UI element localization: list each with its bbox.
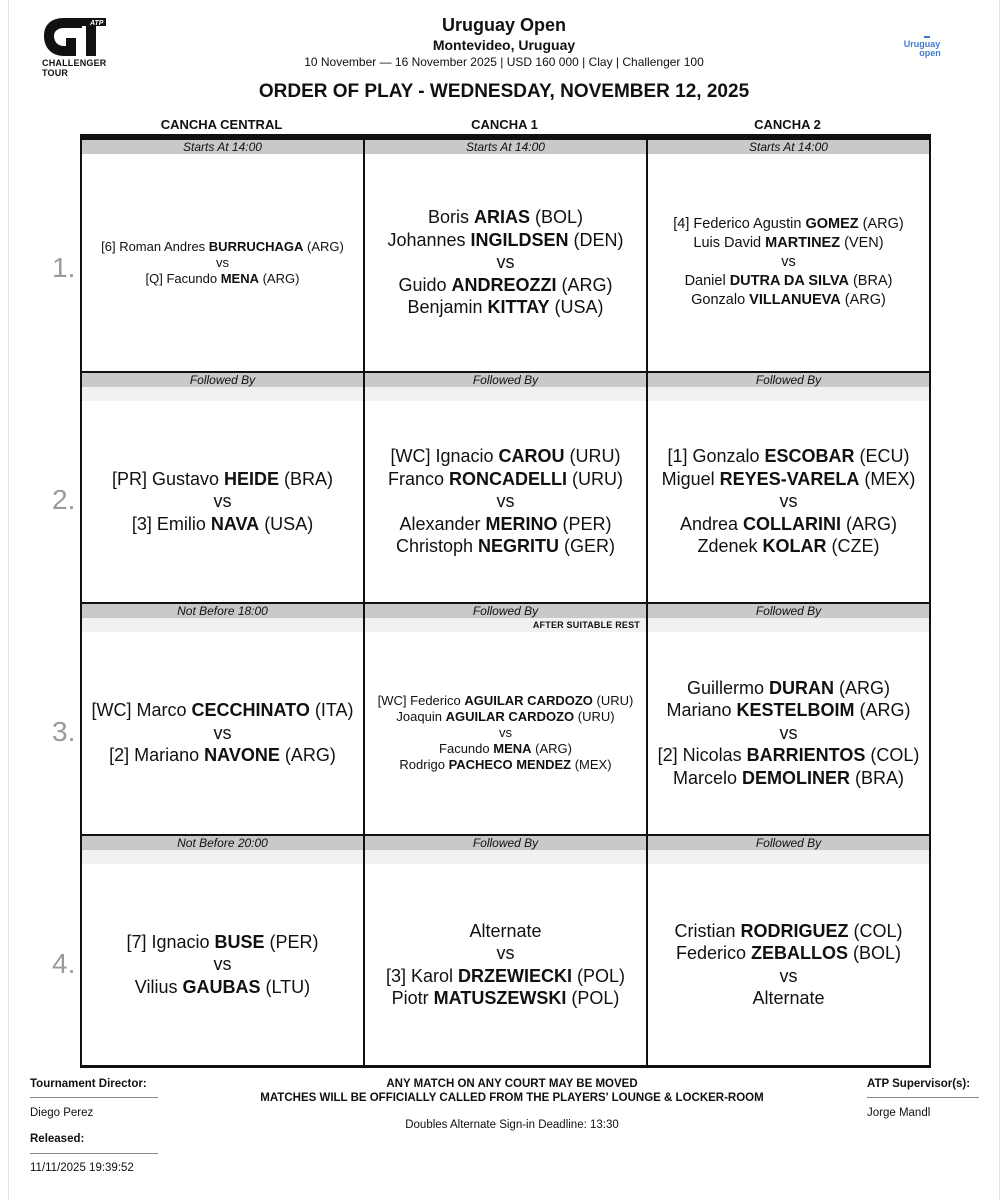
player-country: (COL) — [848, 920, 903, 941]
versus-text — [214, 722, 232, 745]
player-surname: GAUBAS — [182, 976, 261, 997]
player-country: (ARG) — [279, 745, 336, 766]
atp-mark-text: ATP — [90, 20, 104, 27]
player-first-name: Andrea — [679, 513, 744, 534]
match-cell — [365, 401, 646, 602]
player-surname: MARTINEZ — [765, 235, 841, 251]
player-surname: NEGRITU — [478, 536, 560, 557]
start-time-label: Followed By — [648, 834, 929, 850]
player-surname: DURAN — [769, 677, 835, 698]
match-cell — [82, 154, 363, 371]
player-line — [685, 272, 893, 291]
player-first-name: Alternate — [752, 988, 825, 1008]
player-country: (PER) — [557, 513, 612, 534]
court-column-central — [80, 134, 363, 1068]
versus-label: vs — [213, 954, 232, 975]
player-line — [399, 513, 611, 536]
row-number: 3. — [52, 716, 76, 747]
player-line — [109, 744, 336, 767]
player-first-name: Facundo — [439, 741, 494, 756]
supervisor-name: Jorge Mandl — [867, 1107, 931, 1119]
player-first-name: Mariano — [666, 700, 737, 721]
supervisor-rule — [867, 1097, 979, 1098]
spacer-strip — [82, 850, 363, 864]
versus-text — [780, 490, 798, 513]
versus-label: vs — [499, 725, 512, 740]
player-line — [439, 741, 572, 757]
player-country: (PER) — [264, 931, 319, 952]
player-first-name: [4] Federico Agustin — [673, 216, 806, 232]
versus-text — [497, 942, 515, 965]
player-surname: CAROU — [498, 446, 565, 467]
player-surname: RODRIGUEZ — [740, 920, 849, 941]
player-line — [752, 987, 824, 1010]
player-country: (ARG) — [858, 216, 904, 232]
player-surname: MATUSZEWSKI — [433, 988, 567, 1008]
released-rule — [30, 1153, 158, 1154]
player-line — [673, 215, 903, 234]
court-heading-central: CANCHA CENTRAL — [160, 117, 283, 132]
player-first-name: [2] Nicolas — [657, 745, 747, 766]
player-country: (ECU) — [854, 446, 910, 467]
player-country: (ARG) — [834, 677, 891, 698]
player-line — [687, 677, 890, 700]
start-time-label: Starts At 14:00 — [648, 138, 929, 154]
player-country: (POL) — [566, 988, 620, 1008]
versus-label: vs — [216, 254, 229, 270]
player-country: (BRA) — [279, 468, 334, 489]
after-suitable-rest-note: AFTER SUITABLE REST — [532, 620, 640, 630]
versus-text — [499, 725, 512, 741]
player-surname: ESCOBAR — [764, 446, 855, 467]
player-surname: BURRUCHAGA — [208, 238, 304, 254]
player-country: (URU) — [592, 693, 634, 708]
player-country: (MEX) — [571, 757, 612, 772]
player-first-name: [WC] Marco — [91, 700, 192, 721]
player-surname: CECCHINATO — [191, 700, 310, 721]
start-time-label: Followed By — [365, 371, 646, 387]
player-first-name: [3] Karol — [385, 965, 459, 986]
player-line — [390, 445, 620, 468]
start-time-label: Followed By — [648, 371, 929, 387]
player-line — [146, 271, 300, 287]
row-number: 4. — [52, 948, 76, 979]
player-country: (URU) — [574, 709, 615, 724]
player-country: (URU) — [564, 446, 621, 467]
match-cell — [365, 864, 646, 1065]
player-surname: ARIAS — [473, 207, 530, 228]
player-first-name: [7] Ignacio — [126, 931, 215, 952]
start-time-label: Followed By — [365, 834, 646, 850]
player-surname: REYES-VARELA — [719, 468, 860, 489]
released-label: Released: — [30, 1133, 85, 1145]
start-time-label: Followed By — [648, 602, 929, 618]
row-number: 2. — [52, 484, 76, 515]
player-surname: DRZEWIECKI — [458, 965, 573, 986]
player-country: (ITA) — [309, 700, 354, 721]
versus-text — [214, 490, 232, 513]
spacer-strip — [648, 850, 929, 864]
versus-label: vs — [496, 943, 515, 963]
player-first-name: Daniel — [684, 273, 730, 289]
versus-text — [780, 722, 798, 745]
court-heading-1: CANCHA 1 — [471, 117, 538, 132]
player-line — [398, 274, 612, 297]
schedule-grid — [80, 134, 930, 1068]
player-first-name: [WC] Ignacio — [390, 446, 499, 467]
player-line — [392, 987, 620, 1010]
player-surname: PACHECO MENDEZ — [448, 757, 572, 772]
player-first-name: Rodrigo — [399, 757, 449, 772]
player-first-name: [PR] Gustavo — [111, 468, 225, 489]
player-country: (VEN) — [840, 235, 884, 251]
player-first-name: Gonzalo — [691, 292, 750, 308]
player-first-name: [WC] Federico — [377, 693, 465, 708]
player-surname: HEIDE — [224, 468, 280, 489]
uruguay-open-logo-line1: Uruguay — [903, 39, 941, 49]
player-first-name: Boris — [427, 207, 474, 228]
player-line — [680, 513, 897, 536]
player-country: (USA) — [549, 297, 604, 318]
player-country: (BOL) — [848, 943, 902, 963]
court-column-court1 — [363, 134, 646, 1068]
start-time-label: Starts At 14:00 — [365, 138, 646, 154]
player-surname: KITTAY — [487, 297, 550, 318]
supervisor-label: ATP Supervisor(s): — [867, 1078, 971, 1090]
player-surname: GOMEZ — [805, 216, 859, 232]
start-time-label: Not Before 20:00 — [82, 834, 363, 850]
player-line — [674, 920, 902, 943]
player-surname: BARRIENTOS — [746, 745, 866, 766]
player-line — [673, 767, 904, 790]
player-first-name: Benjamin — [407, 297, 488, 318]
player-surname: ZEBALLOS — [751, 943, 849, 963]
versus-text — [497, 251, 515, 274]
player-line — [407, 296, 603, 319]
player-country: (MEX) — [859, 468, 916, 489]
player-country: (GER) — [559, 536, 616, 557]
player-surname: VILLANUEVA — [749, 292, 841, 308]
player-surname: KESTELBOIM — [736, 700, 855, 721]
player-surname: AGUILAR CARDOZO — [445, 709, 575, 724]
player-line — [91, 699, 353, 722]
player-country: (LTU) — [260, 976, 311, 997]
player-line — [399, 757, 611, 773]
spacer-strip — [365, 850, 646, 864]
match-cell — [648, 401, 929, 602]
player-surname: BUSE — [214, 931, 265, 952]
player-line — [396, 535, 615, 558]
director-label: Tournament Director: — [30, 1078, 147, 1090]
player-line — [666, 699, 910, 722]
versus-text — [780, 965, 798, 988]
match-cell — [365, 632, 646, 834]
notice-line-1: ANY MATCH ON ANY COURT MAY BE MOVED — [386, 1078, 638, 1090]
versus-label: vs — [496, 252, 515, 273]
player-country: (ARG) — [258, 270, 300, 286]
player-line — [126, 931, 318, 954]
versus-label: vs — [779, 965, 798, 986]
player-surname: ANDREOZZI — [451, 274, 557, 295]
player-first-name: Guillermo — [686, 677, 770, 698]
start-time-label: Followed By — [82, 371, 363, 387]
player-first-name: Piotr — [391, 988, 434, 1008]
player-surname: MERINO — [485, 513, 558, 534]
player-country: (ARG) — [840, 292, 886, 308]
versus-label: vs — [213, 722, 232, 743]
player-country: (POL) — [572, 965, 626, 986]
start-time-label: Followed By — [365, 602, 646, 618]
player-first-name: Christoph — [395, 536, 479, 557]
player-first-name: Guido — [398, 274, 452, 295]
player-line — [135, 976, 310, 999]
spacer-strip — [82, 387, 363, 401]
versus-text — [216, 255, 229, 271]
player-country: (ARG) — [531, 741, 572, 756]
player-line — [378, 693, 634, 709]
notice-line-2: MATCHES WILL BE OFFICIALLY CALLED FROM THE PLAYERS' LOUNGE & LOCKER-ROOM — [260, 1092, 764, 1104]
player-first-name: [6] Roman Andres — [101, 238, 209, 254]
spacer-strip — [82, 618, 363, 632]
row-number: 1. — [52, 252, 76, 283]
player-first-name: [1] Gonzalo — [667, 446, 765, 467]
player-surname: MENA — [220, 270, 259, 286]
player-country: (ARG) — [556, 274, 613, 295]
versus-label: vs — [781, 254, 796, 270]
player-first-name: Joaquin — [396, 709, 446, 724]
alternate-deadline: Doubles Alternate Sign-in Deadline: 13:30 — [405, 1119, 619, 1131]
player-surname: RONCADELLI — [449, 468, 568, 489]
player-country: (ARG) — [841, 513, 898, 534]
tournament-location: Montevideo, Uruguay — [432, 37, 576, 53]
player-line — [386, 965, 625, 988]
player-line — [388, 468, 623, 491]
match-cell — [82, 401, 363, 602]
player-country: (ARG) — [854, 700, 911, 721]
versus-text — [214, 953, 232, 976]
player-country: (BRA) — [850, 767, 905, 788]
spacer-strip — [648, 618, 929, 632]
start-time-label: Starts At 14:00 — [82, 138, 363, 154]
court-heading-2: CANCHA 2 — [754, 117, 821, 132]
versus-label: vs — [213, 491, 232, 512]
released-value: 11/11/2025 19:39:52 — [30, 1162, 134, 1174]
player-line — [469, 920, 541, 943]
versus-label: vs — [779, 491, 798, 512]
player-country: (BRA) — [848, 273, 893, 289]
player-first-name: [3] Emilio — [131, 513, 211, 534]
player-first-name: Miguel — [661, 468, 720, 489]
player-first-name: Alternate — [469, 920, 542, 941]
court-column-court2 — [646, 134, 931, 1068]
player-surname: AGUILAR CARDOZO — [464, 693, 593, 708]
player-surname: MENA — [493, 741, 532, 756]
match-cell — [82, 632, 363, 834]
player-first-name: [Q] Facundo — [145, 270, 221, 286]
player-first-name: Franco — [387, 468, 450, 489]
player-first-name: [2] Mariano — [109, 745, 205, 766]
match-cell — [365, 154, 646, 371]
director-name: Diego Perez — [30, 1107, 94, 1119]
player-first-name: Federico — [675, 943, 752, 963]
match-cell — [648, 154, 929, 371]
player-country: (BOL) — [530, 207, 584, 228]
player-line — [428, 206, 583, 229]
player-first-name: Cristian — [674, 920, 741, 941]
versus-text — [497, 490, 515, 513]
player-first-name: Johannes — [387, 229, 471, 250]
player-surname: NAVONE — [204, 745, 280, 766]
versus-text — [781, 253, 796, 272]
player-line — [693, 234, 883, 253]
player-country: (URU) — [567, 468, 624, 489]
player-line — [676, 942, 901, 965]
tournament-info: 10 November — 16 November 2025 | USD 160 000 | Clay | Challenger 100 — [304, 55, 704, 69]
player-line — [697, 535, 879, 558]
grid-bottom-border — [80, 1065, 930, 1068]
player-line — [387, 229, 623, 252]
spacer-strip — [365, 387, 646, 401]
match-cell — [648, 632, 929, 834]
order-of-play-title: ORDER OF PLAY - WEDNESDAY, NOVEMBER 12, 2025 — [258, 81, 750, 102]
player-line — [658, 744, 920, 767]
player-line — [112, 468, 333, 491]
player-line — [396, 709, 614, 725]
match-cell — [648, 864, 929, 1065]
player-country: (CZE) — [826, 536, 880, 557]
start-time-label: Not Before 18:00 — [82, 602, 363, 618]
player-line — [101, 239, 344, 255]
player-country: (COL) — [865, 745, 920, 766]
player-surname: INGILDSEN — [470, 229, 569, 250]
player-country: (USA) — [259, 513, 314, 534]
player-surname: NAVA — [210, 513, 260, 534]
versus-label: vs — [779, 722, 798, 743]
spacer-strip — [648, 387, 929, 401]
player-surname: COLLARINI — [743, 513, 842, 534]
logo-text-line1: CHALLENGER — [42, 58, 107, 68]
player-surname: KOLAR — [762, 536, 827, 557]
uruguay-open-logo-line2: open — [919, 48, 941, 58]
player-surname: DUTRA DA SILVA — [729, 273, 849, 289]
player-first-name: Marcelo — [672, 767, 743, 788]
player-country: (ARG) — [303, 238, 344, 254]
player-line — [691, 291, 886, 310]
player-line — [132, 513, 313, 536]
player-line — [662, 468, 916, 491]
tournament-name: Uruguay Open — [441, 15, 566, 35]
logo-text-line2: TOUR — [42, 68, 69, 78]
player-surname: DEMOLINER — [742, 767, 851, 788]
match-cell — [82, 864, 363, 1065]
player-first-name: Zdenek — [697, 536, 763, 557]
player-first-name: Luis David — [693, 235, 766, 251]
player-first-name: Alexander — [399, 513, 486, 534]
versus-label: vs — [496, 491, 515, 512]
player-first-name: Vilius — [134, 976, 183, 997]
player-line — [667, 445, 909, 468]
player-country: (DEN) — [568, 229, 624, 250]
